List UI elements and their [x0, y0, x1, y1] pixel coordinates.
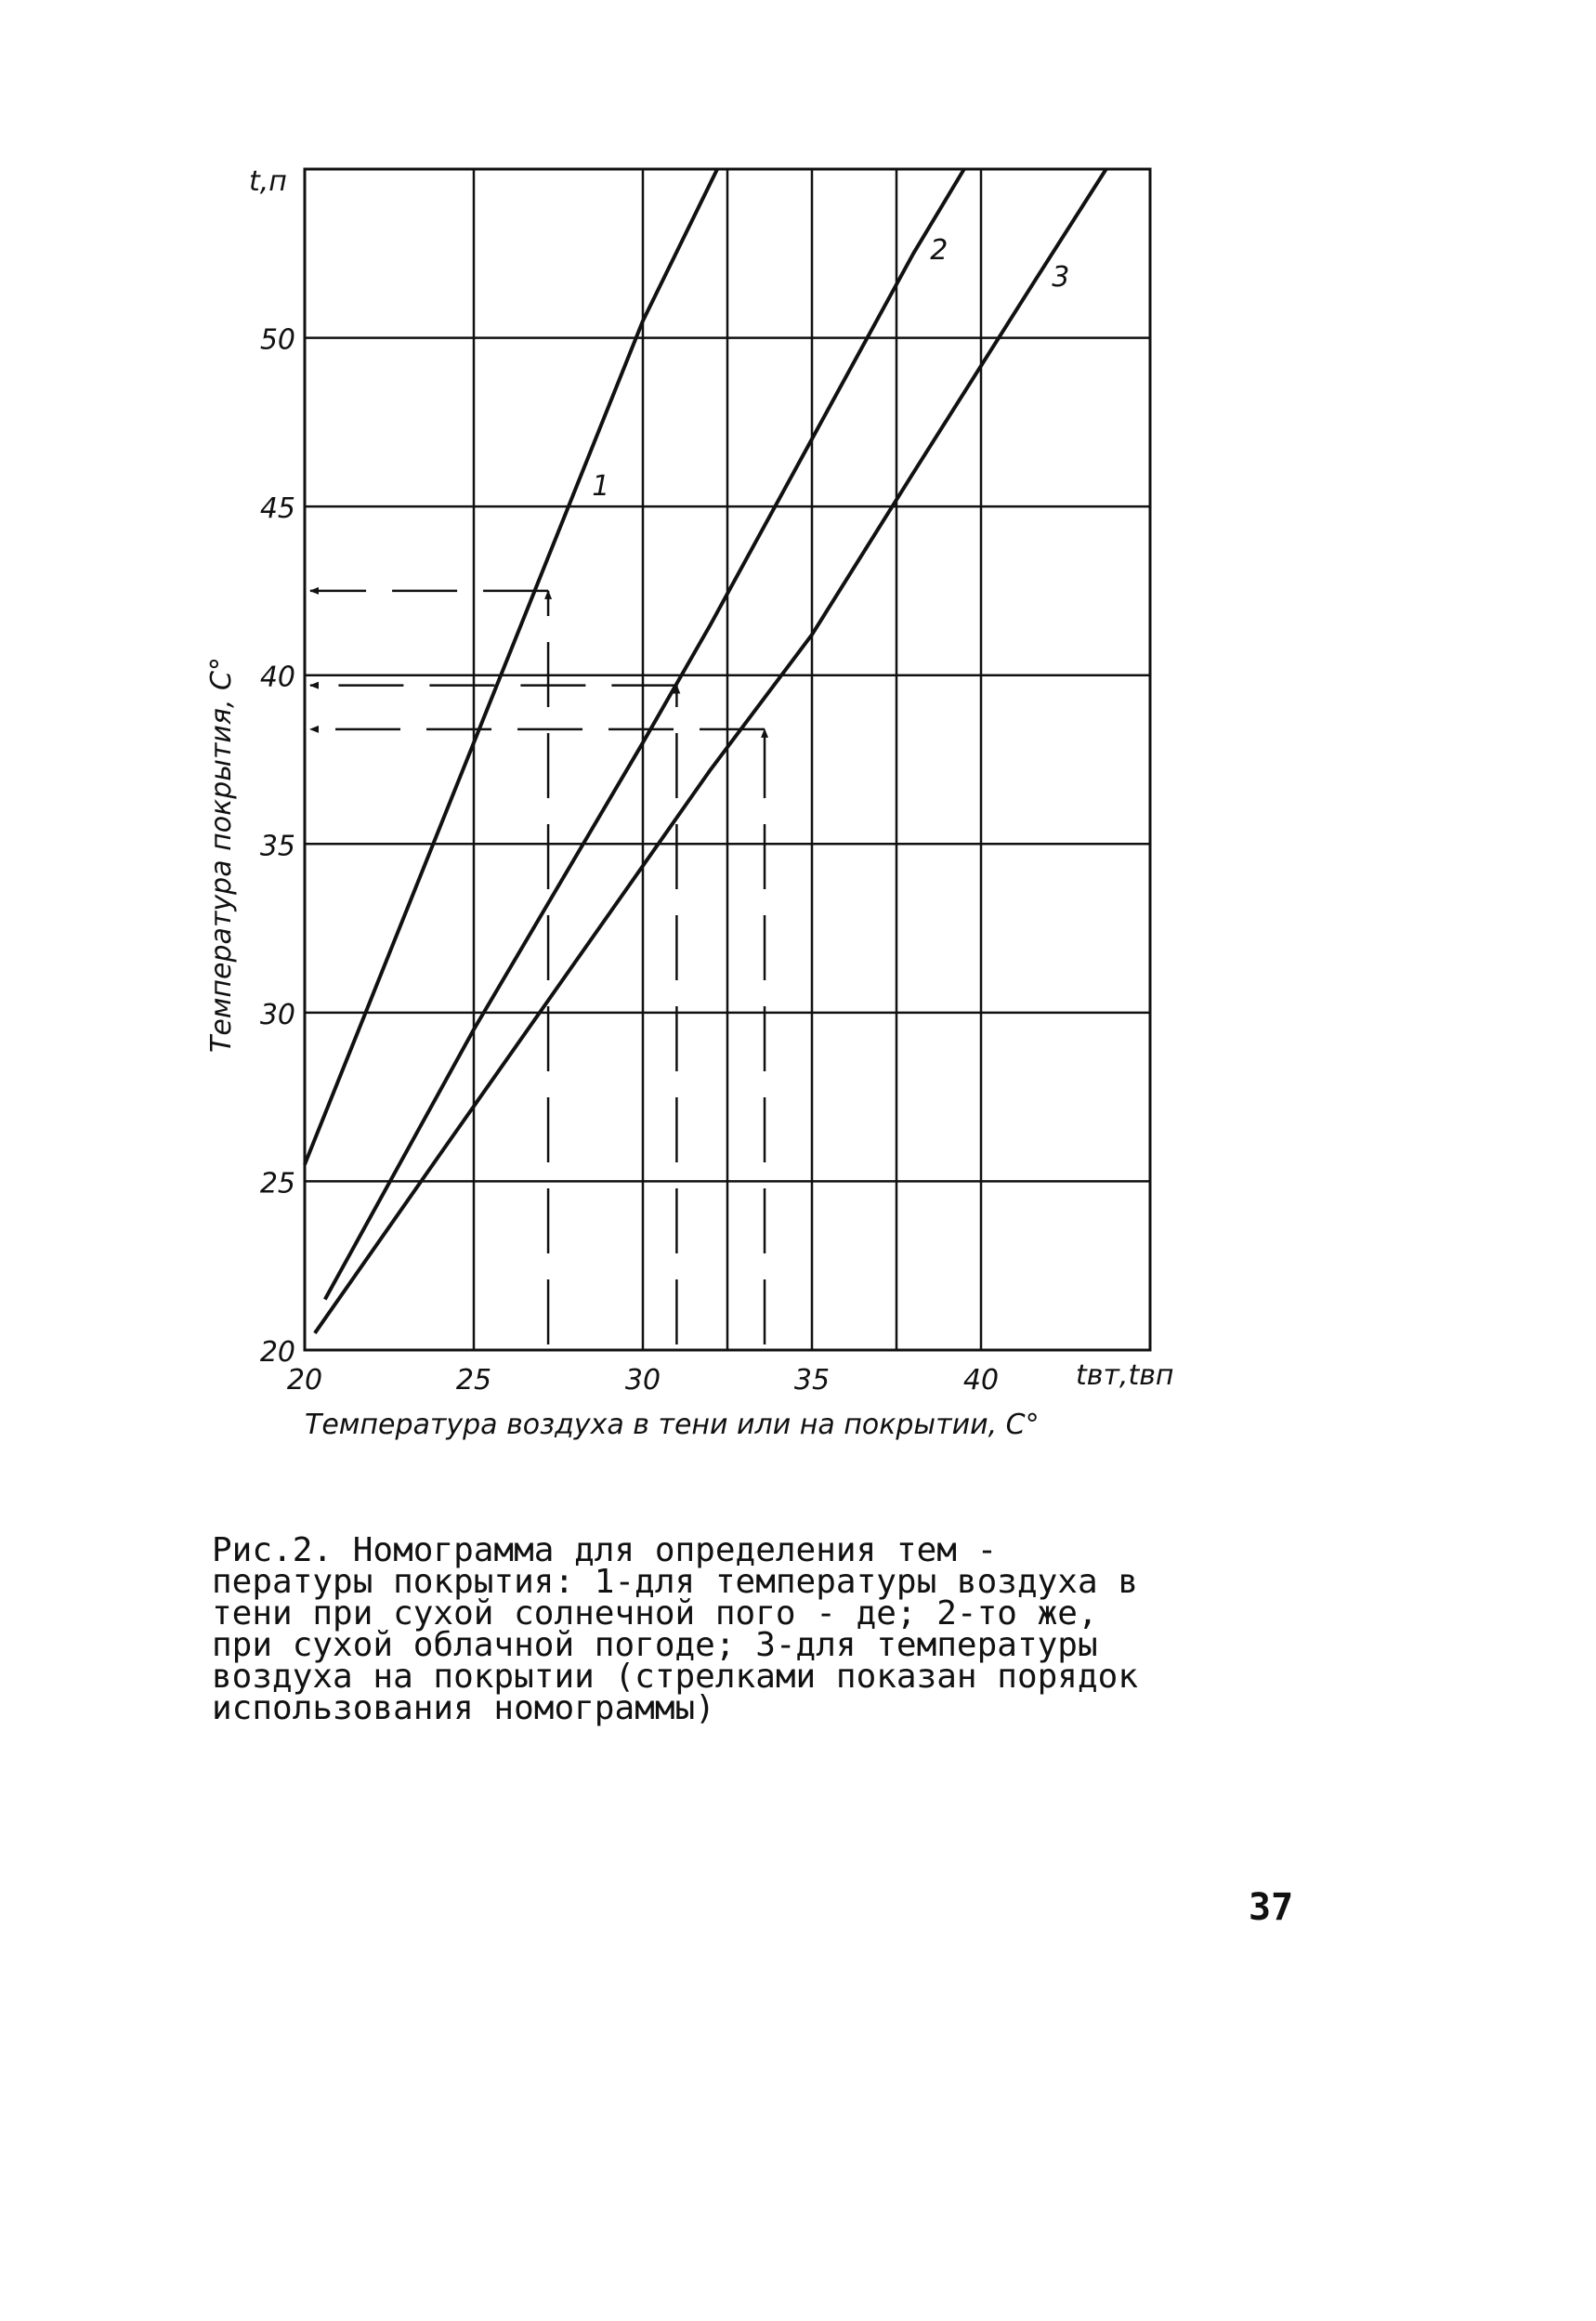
curve-label-1: 1: [592, 469, 610, 503]
curve-label-2: 2: [930, 233, 948, 267]
y-tick-label: 25: [259, 1167, 295, 1200]
y-axis-label: Температура покрытия, С°: [205, 657, 238, 1053]
x-tick-label: 40: [962, 1364, 1000, 1397]
y-tick-label: 30: [259, 998, 295, 1031]
curve-3: [315, 169, 1106, 1333]
tick-labels: [260, 324, 999, 1397]
x-axis-symbol: tвт,tвп: [1076, 1359, 1174, 1392]
y-tick-label: 45: [259, 492, 295, 526]
curve-1: [305, 169, 717, 1164]
x-tick-label: 35: [793, 1364, 831, 1397]
y-tick-label: 20: [259, 1336, 295, 1369]
page-number: 37: [1249, 1886, 1294, 1929]
x-tick-label: 20: [286, 1364, 323, 1397]
y-tick-label: 40: [259, 661, 295, 694]
y-axis-top-label: t,п: [249, 165, 287, 198]
usage-arrows: [310, 591, 765, 1344]
curves: [305, 169, 1106, 1333]
grid: [305, 169, 1150, 1350]
x-tick-label: 25: [455, 1364, 492, 1397]
figure-caption: Рис.2. Номограмма для определения тем - пературы покрытия: 1-для температуры воздуха в тени при сухой солнечной пого - де; 2-то же, при сухой облачной погоде; 3-для температуры воздуха на покрытии (стрелками показан порядок использования номограммы): [212, 1531, 1138, 1727]
y-tick-label: 50: [259, 323, 295, 357]
x-tick-label: 30: [624, 1364, 661, 1397]
x-axis-label: Температура воздуха в тени или на покрытии, С°: [305, 1409, 1040, 1441]
y-tick-label: 35: [259, 830, 295, 863]
curve-label-3: 3: [1052, 260, 1070, 294]
